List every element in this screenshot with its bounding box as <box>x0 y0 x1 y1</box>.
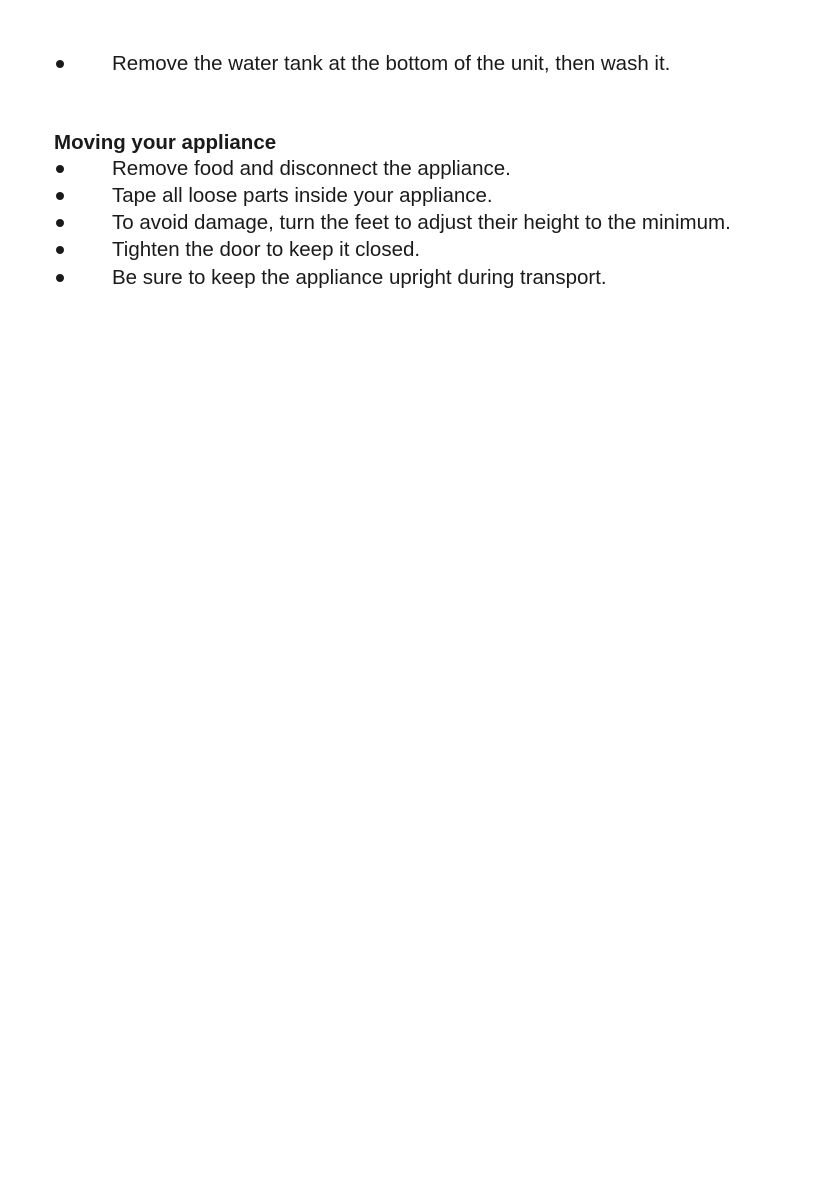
bullet-icon <box>56 274 64 282</box>
list-item-text: Tighten the door to keep it closed. <box>112 238 421 261</box>
bullet-icon <box>56 219 64 227</box>
bullet-icon <box>56 165 64 173</box>
list-item-text: Tape all loose parts inside your appliance. <box>112 184 493 207</box>
bullet-icon <box>56 192 64 200</box>
bullet-icon <box>56 246 64 254</box>
list-item <box>0 264 839 292</box>
list-item-text: Remove the water tank at the bottom of the unit, then wash it. <box>112 52 671 75</box>
list-item-text: Be sure to keep the appliance upright during transport. <box>112 266 607 289</box>
section-heading: Moving your appliance <box>54 131 277 154</box>
list-item <box>0 236 839 264</box>
list-item-text: Remove food and disconnect the appliance. <box>112 157 511 180</box>
list-item <box>0 155 839 183</box>
list-item <box>0 50 839 78</box>
list-item <box>0 209 839 237</box>
list-item <box>0 182 839 210</box>
list-item-text: To avoid damage, turn the feet to adjust their height to the minimum. <box>112 211 731 234</box>
bullet-icon <box>56 60 64 68</box>
